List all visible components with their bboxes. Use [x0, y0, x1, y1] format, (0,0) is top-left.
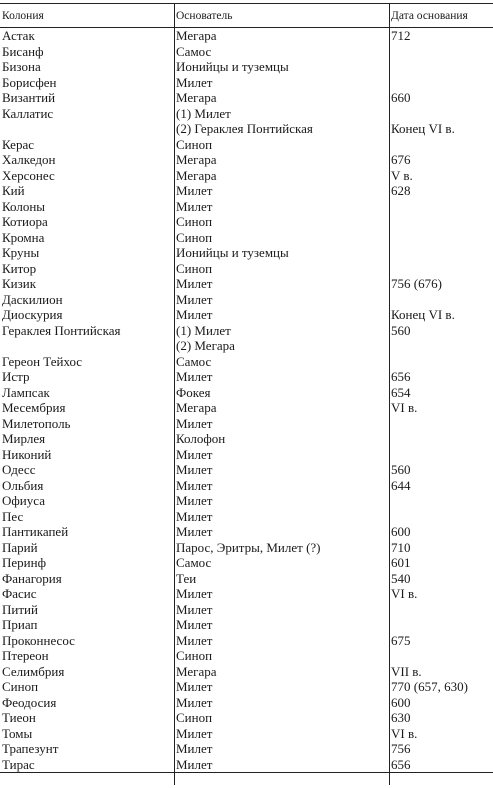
date-cell: Конец VI в. [391, 121, 455, 136]
founder-cell: Мегара [176, 400, 217, 415]
date-cell [389, 137, 493, 153]
colony-cell: Бисанф [2, 43, 44, 59]
date-cell: 675 [391, 632, 411, 648]
founder-cell: Синоп [176, 136, 213, 152]
table-row [0, 695, 493, 711]
date-cell: 540 [391, 570, 411, 586]
colony-cell: Томы [2, 725, 33, 741]
colony-cell: Трапезунт [2, 741, 59, 756]
table-row [0, 679, 493, 695]
colony-cell: Месембрия [2, 400, 66, 415]
founder-cell: Ионийцы и туземцы [176, 59, 289, 74]
date-cell [389, 230, 493, 246]
table-row [0, 633, 493, 649]
table-row [0, 338, 493, 354]
table-row [0, 478, 493, 494]
founder-cell: (1) Милет [176, 105, 231, 121]
table-row [0, 44, 493, 60]
founder-cell: Мегара [176, 90, 217, 105]
table-row [0, 354, 493, 370]
date-cell: 560 [391, 322, 411, 338]
founder-cell: Самос [176, 43, 212, 59]
table-row [0, 431, 493, 447]
table-row [0, 168, 493, 184]
table-row [0, 586, 493, 602]
date-cell: V в. [391, 167, 413, 183]
date-cell: 654 [391, 384, 411, 400]
date-cell [389, 447, 493, 463]
table-row [0, 385, 493, 401]
founder-cell: Милет [176, 198, 213, 214]
date-cell [389, 199, 493, 215]
colonies-table [0, 3, 493, 773]
date-cell: 710 [391, 539, 411, 555]
date-cell: 756 [391, 741, 411, 756]
table-row [0, 555, 493, 571]
colony-cell: Керас [2, 136, 34, 152]
table-row [0, 214, 493, 230]
colony-cell: Кий [2, 183, 25, 198]
table-row [0, 199, 493, 215]
founder-cell: Милет [176, 74, 213, 90]
date-cell: 601 [391, 555, 411, 570]
colony-cell: Синоп [2, 679, 39, 694]
column-header-date: Дата основания [389, 4, 493, 28]
colony-cell: Ольбия [2, 477, 44, 493]
table-row [0, 726, 493, 742]
founder-cell: Синоп [176, 648, 213, 663]
colony-cell: Птерeон [2, 648, 49, 663]
date-cell [389, 59, 493, 75]
founder-cell: Ионийцы и туземцы [176, 245, 289, 260]
colony-cell: Лампсак [2, 384, 50, 400]
date-cell: 644 [391, 477, 411, 493]
date-cell [389, 75, 493, 91]
column-header-colony: Колония [0, 4, 174, 28]
table-row [0, 276, 493, 292]
founder-cell: (1) Милет [176, 322, 231, 338]
founder-cell: Синоп [176, 229, 213, 245]
founder-cell: Милет [176, 524, 213, 539]
colony-cell: Офиуса [2, 493, 45, 508]
colony-cell: Никоний [2, 446, 52, 462]
date-cell: 656 [389, 757, 493, 773]
colony-cell: Даскилион [2, 291, 63, 307]
founder-cell: Милет [176, 462, 213, 477]
colony-cell: Одесс [2, 462, 36, 477]
date-cell [389, 245, 493, 261]
column-divider [389, 3, 390, 785]
founder-cell: Милет [176, 741, 213, 756]
colony-cell: Перинф [2, 555, 46, 570]
date-cell [389, 106, 493, 122]
founder-cell: Милет [176, 415, 213, 431]
table-row [0, 757, 493, 773]
table-row [0, 509, 493, 525]
colony-cell: Византий [2, 90, 56, 105]
colony-cell: Херсонес [2, 167, 55, 183]
founder-cell: (2) Гераклея Понтийская [176, 121, 313, 136]
date-cell: 560 [391, 462, 411, 477]
date-cell: 600 [391, 694, 411, 710]
date-cell [389, 44, 493, 60]
date-cell: 770 (657, 630) [391, 679, 468, 694]
date-cell [389, 509, 493, 525]
founder-cell: Милет [176, 617, 213, 632]
colony-cell: Пес [2, 508, 24, 524]
colony-cell: Фанагория [2, 570, 62, 586]
colony-cell: Котиора [2, 214, 48, 229]
table-row [0, 400, 493, 416]
date-cell [389, 602, 493, 618]
header-row [0, 4, 493, 28]
founder-cell: Милет [176, 601, 213, 617]
founder-cell: Фокея [176, 384, 211, 400]
founder-cell: Самос [176, 353, 212, 369]
table-row [0, 710, 493, 726]
founder-cell: Колофон [176, 431, 226, 446]
founder-cell: Синоп [176, 214, 213, 229]
table-body [0, 28, 493, 773]
colony-cell: Колоны [2, 198, 46, 214]
column-divider [174, 3, 175, 785]
colony-cell: Истр [2, 369, 30, 384]
table-row [0, 648, 493, 664]
founder-cell: Милет [176, 276, 213, 291]
colony-cell: Селимбрия [2, 663, 65, 679]
table-row [0, 447, 493, 463]
colony-cell: Китор [2, 260, 37, 276]
founder-cell: Милет [176, 493, 213, 508]
colony-cell: Астак [2, 28, 35, 43]
founder-cell: Милет [176, 725, 213, 741]
date-cell [389, 416, 493, 432]
table-row [0, 540, 493, 556]
table-row [0, 664, 493, 680]
table-row [0, 493, 493, 509]
colony-cell: Приап [2, 617, 38, 632]
founder-cell: Теи [176, 570, 197, 586]
founder-cell: Синоп [176, 710, 213, 725]
founder-cell: Милет [176, 291, 213, 307]
colony-cell [0, 121, 174, 137]
colony-cell: Тирас [0, 757, 174, 773]
date-cell: 712 [391, 28, 411, 43]
colony-cell: Милетополь [2, 415, 71, 431]
date-cell: Конец VI в. [391, 307, 455, 322]
table-row [0, 524, 493, 540]
table-row [0, 137, 493, 153]
table-row [0, 230, 493, 246]
founder-cell: Милет [176, 679, 213, 694]
founder-cell: Мегара [176, 28, 217, 43]
date-cell [389, 261, 493, 277]
date-cell [389, 431, 493, 447]
founder-cell: Мегара [176, 663, 217, 679]
founder-cell: Милет [176, 632, 213, 648]
colony-cell: Гераклея Понтийская [2, 322, 121, 338]
date-cell: 600 [391, 524, 411, 539]
table-row [0, 307, 493, 323]
date-cell: VI в. [391, 586, 418, 601]
date-cell [389, 338, 493, 354]
founder-cell: (2) Мегара [176, 338, 235, 353]
colony-cell: Феодосия [2, 694, 57, 710]
table-row [0, 369, 493, 385]
founder-cell: Парос, Эритры, Милет (?) [176, 539, 321, 555]
table-row [0, 602, 493, 618]
date-cell [389, 354, 493, 370]
table-row [0, 90, 493, 106]
date-cell: VI в. [391, 725, 418, 741]
colony-cell: Проконнесос [2, 632, 75, 648]
colony-cell: Мирлея [2, 431, 46, 446]
table-row [0, 121, 493, 137]
colony-cell: Круны [2, 245, 40, 260]
table-row [0, 462, 493, 478]
table-row [0, 28, 493, 44]
table-row [0, 106, 493, 122]
founder-cell: Мегара [176, 152, 217, 167]
table-row [0, 59, 493, 75]
colony-cell: Питий [2, 601, 38, 617]
date-cell: 660 [391, 90, 411, 105]
colony-cell: Гереон Тейхос [2, 353, 83, 369]
table-row [0, 741, 493, 757]
table-row [0, 292, 493, 308]
founder-cell: Милет [176, 307, 213, 322]
column-header-founder: Основатель [174, 4, 389, 28]
colony-cell: Халкедон [2, 152, 56, 167]
colony-cell: Борисфен [2, 74, 57, 90]
colony-cell: Тиеон [2, 710, 36, 725]
colony-cell: Диоскурия [2, 307, 63, 322]
table-row [0, 183, 493, 199]
table-row [0, 261, 493, 277]
date-cell: 656 [391, 369, 411, 384]
date-cell [389, 214, 493, 230]
colony-cell: Фасис [2, 586, 37, 601]
founder-cell: Милет [176, 694, 213, 710]
founder-cell: Милет [176, 446, 213, 462]
founder-cell: Милет [176, 586, 213, 601]
date-cell [389, 493, 493, 509]
table-row [0, 617, 493, 633]
colony-cell [0, 338, 174, 354]
founder-cell: Мегара [176, 167, 217, 183]
table-row [0, 75, 493, 91]
founder-cell: Милет [176, 183, 213, 198]
founder-cell: Самос [176, 555, 212, 570]
colony-cell: Парий [2, 539, 38, 555]
colony-cell: Кизик [2, 276, 37, 291]
date-cell [389, 617, 493, 633]
date-cell [389, 292, 493, 308]
founder-cell: Милет [176, 508, 213, 524]
founder-cell: Синоп [176, 260, 213, 276]
founder-cell: Милет [174, 757, 389, 773]
colony-cell: Пантикапей [2, 524, 69, 539]
date-cell: 630 [391, 710, 411, 725]
date-cell [389, 648, 493, 664]
colony-cell: Кромна [2, 229, 45, 245]
founder-cell: Милет [176, 477, 213, 493]
founder-cell: Милет [176, 369, 213, 384]
colony-cell: Каллатис [2, 105, 54, 121]
table-row [0, 245, 493, 261]
date-cell: VI в. [391, 400, 418, 415]
table-row [0, 152, 493, 168]
table-row [0, 571, 493, 587]
date-cell: 756 (676) [391, 276, 442, 291]
date-cell: 676 [391, 152, 411, 167]
date-cell: VII в. [391, 663, 422, 679]
table-row [0, 323, 493, 339]
table-row [0, 416, 493, 432]
colony-cell: Бизона [2, 59, 41, 74]
date-cell: 628 [391, 183, 411, 198]
